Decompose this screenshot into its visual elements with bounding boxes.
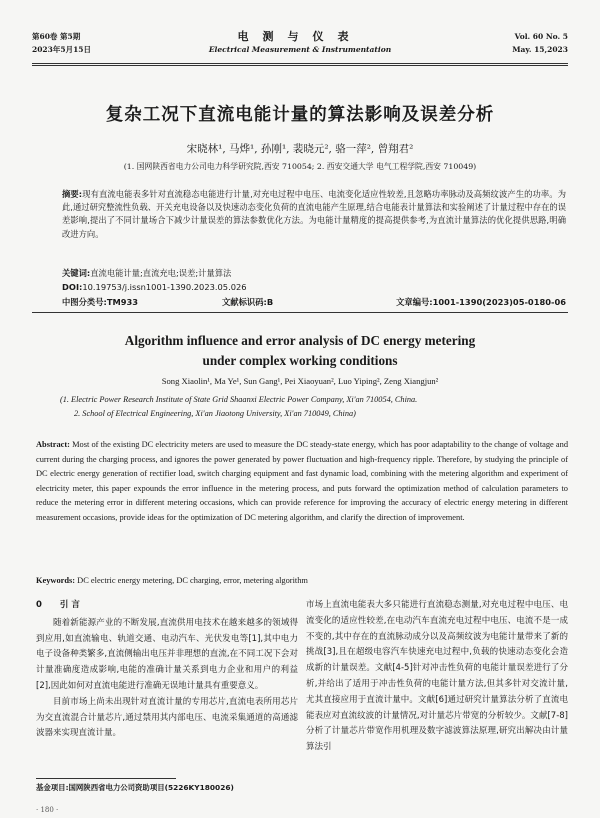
body-column-left [36,598,298,742]
header-center [28,30,572,56]
abstract-en-text: Most of the existing DC electricity meters are used to measure the DC steady-state energy, which has poor adaptability to the change of voltage and current during the charging process, and ignores the power generated by power fluctuation and high-frequency ripple. Therefore, by studying the principle of DC electric energy generation of rectifier load, switch charging equipment and fast dynamic load, combining with the metering algorithm and experiment of electricity meter, this paper expounds the error influence in the metering process, and puts forward the optimization method of calculation parameters to reduce the metering error in different metering occasions, which can provide reference for improving the accuracy of electric energy metering in different measurement occasions, provide ideas for the optimization of DC metering algorithm, and clarify the direction of improvement. [36,440,569,522]
journal-header [28,30,572,64]
doi [62,281,566,294]
abstract-en [36,438,568,526]
keywords-cn-label: 关键词: [62,268,91,278]
header-left: 第60卷 第5期 2023年5月15日 [32,32,92,54]
footnote-rule [36,778,176,779]
body-paragraph: 目前市场上尚未出现针对直流计量的专用芯片,直流电表所用芯片为交直流混合计量芯片,通过禁用其内部电压、电流采集通道的高通滤波器来实现直流计量。 [36,696,298,739]
authors-cn: 宋晓林¹, 马烨¹, 孙刚¹, 裴晓元², 骆一萍², 曾翔君² [186,143,414,155]
keywords-en-text: DC electric energy metering, DC charging, error, metering algorithm [77,576,308,585]
document-code: 文献标识码:B [222,297,274,307]
affiliation-en: (1. Electric Power Research Institute of State Grid Shaanxi Electric Power Company, Xi'an 710054, China. 2. School of Electrical Engineering, Xi'an Jiaotong University, Xi'an 710049, China) [60,395,418,418]
journal-name-en: Electrical Measurement & Instrumentation [208,45,392,54]
title-en: Algorithm influence and error analysis of DC energy metering under complex working conditions [124,333,476,368]
section-heading: 0 引 言 [36,600,80,610]
keywords-en-label: Keywords: [36,576,76,585]
header-rule-thin [32,65,568,66]
doi-label: DOI: [62,282,83,292]
keywords-en [36,576,568,585]
abstract-en-label: Abstract: [36,440,70,449]
header-right: Vol. 60 No. 5 May. 15,2023 [512,32,568,54]
affiliation-cn: (1. 国网陕西省电力公司电力科学研究院,西安 710054; 2. 西安交通大学 电气工程学院,西安 710049) [123,162,477,171]
classification-line [62,296,566,309]
page-number: · 180 · [36,806,59,814]
body-column-right [306,598,568,756]
header-rule [32,63,568,64]
title-cn: 复杂工况下直流电能计量的算法影响及误差分析 [105,105,495,125]
abstract-cn-label: 摘要: [62,189,83,199]
abstract-cn [62,188,566,241]
journal-name-cn: 电测与仪表 [237,30,363,43]
authors-en: Song Xiaolin¹, Ma Ye¹, Sun Gang¹, Pei Xiaoyuan², Luo Yiping², Zeng Xiangjun² [161,376,439,386]
clc-number: 中图分类号:TM933 [62,297,139,307]
classification-rule [32,312,568,313]
article-number: 文章编号:1001-1390(2023)05-0180-06 [396,297,566,307]
body-paragraph: 市场上直流电能表大多只能进行直流稳态测量,对充电过程中电压、电流变化的适应性较差,在电动汽车直流充电过程中电压、电流不是一成不变的,其中存在的直流脉动成分以及高频纹波为电能计量带来了新的挑战[3],且在超级电容汽车快速充电过程中,负载的快速动态变化会造成新的计量误差。文献[4-5]针对冲击性负荷的电能计量误差进行了分析,并给出了适用于冲击性负荷的电能计量方法,但其多针对交流计量,尤其直接应用于直流计量中。文献[6]通过研究计量算法分析了直流电能表应对直流纹波的计量情况,对计量芯片带宽的分析较少。文献[7-8]分析了计量芯片带宽作用机理及数字滤波算法原理,研究出解决由计量算法引 [306,600,568,753]
body-paragraph: 随着新能源产业的不断发展,直流供用电技术在越来越多的领域得到应用,如直流输电、轨道交通、电动汽车、光伏发电等[1],其中电力电子设备种类繁多,直流侧输出电压并非理想的直流,在不同工况下会对计量准确度造成影响,电能的准确计量关系到电力企业和用户的利益[2],因此如何对直流电能进行准确无误地计量具有重要意义。 [36,617,298,691]
fund-note: 基金项目:国网陕西省电力公司资助项目(5226KY180026) [36,783,234,792]
keywords-cn-text: 直流电能计量;直流充电;误差;计量算法 [90,268,232,278]
doi-text: 10.19753/j.issn1001-1390.2023.05.026 [82,282,247,292]
keywords-cn [62,267,566,280]
abstract-cn-text: 现有直流电能表多针对直流稳态电能进行计量,对充电过程中电压、电流变化适应性较差,且忽略功率脉动及高频纹波产生的功率。为此,通过研究整流性负载、开关充电设备以及快速动态变化负荷的直流电能产生原理,结合电能表计量算法和实验阐述了计量过程中存在的误差影响,提出了不同计量场合下减少计量误差的算法参数优化方法。为电能计量精度的提高提供参考,为直流计量算法的优化提供思路,明确改进方向。 [62,189,566,239]
